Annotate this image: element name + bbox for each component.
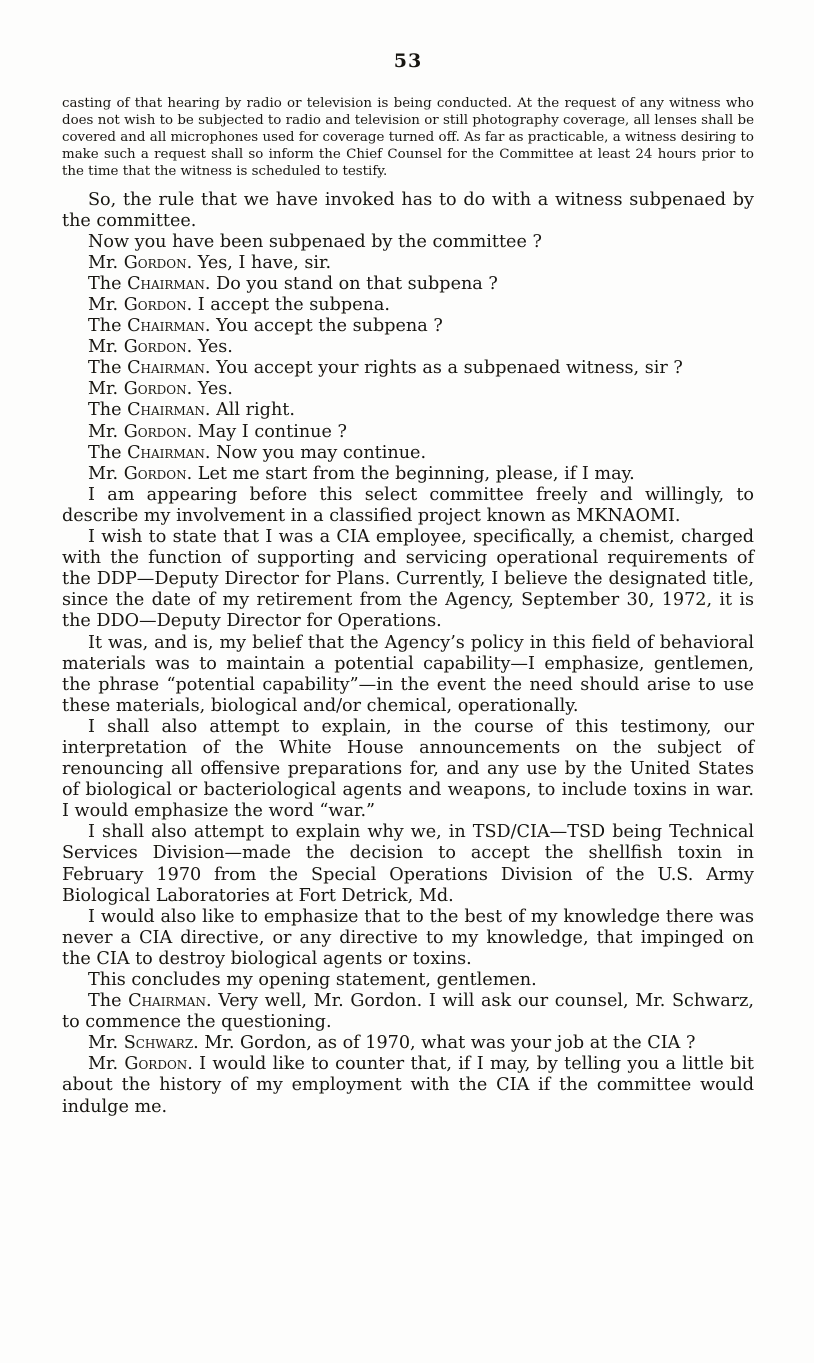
transcript-paragraph: The Chairman. You accept your rights as a subpenaed witness, sir ?: [88, 358, 683, 379]
transcript-paragraph: It was, and is, my belief that the Agency’s policy in this field of behavioral materials was to maintain a potential capability—I emphasize, gentlemen, the phrase “potential capability”—in the event the need should arise to use these materials, biological and/or chemical, operationally.: [62, 632, 754, 716]
transcript-paragraph: Mr. Gordon. I would like to counter that, if I may, by telling you a little bit about the history of my employment with the CIA if the committee would indulge me.: [62, 1054, 754, 1117]
transcript-paragraph: Mr. Gordon. Yes.: [88, 337, 233, 358]
speaker-name: Mr. Schwarz: [88, 1033, 194, 1054]
transcript-paragraph: So, the rule that we have invoked has to do with a witness subpenaed by the committee.: [62, 189, 754, 231]
speaker-name: The Chairman: [88, 316, 205, 337]
transcript-paragraph: Mr. Gordon. Let me start from the beginning, please, if I may.: [88, 463, 635, 484]
transcript-paragraph: I shall also attempt to explain, in the course of this testimony, our interpretation of the White House announcements on the subject of renouncing all offensive preparations for, and any use by the United States of biological or bacteriological agents and weapons, to include toxins in war. I would emphasize the word “war.”: [62, 716, 754, 822]
speaker-name: Mr. Gordon: [88, 463, 187, 484]
transcript-paragraph: Mr. Schwarz. Mr. Gordon, as of 1970, what was your job at the CIA ?: [88, 1033, 696, 1054]
transcript-body: [62, 190, 754, 1118]
speaker-name: The Chairman: [88, 400, 205, 421]
page-number: 53: [393, 50, 423, 72]
transcript-paragraph: The Chairman. Very well, Mr. Gordon. I will ask our counsel, Mr. Schwarz, to commence the questioning.: [62, 991, 754, 1033]
rule-excerpt: casting of that hearing by radio or television is being conducted. At the request of any witness who does not wish to be subjected to radio and television or still photography coverage, all lenses shall be covered and all microphones used for coverage turned off. As far as practicable, a witness desiring to make such a request shall so inform the Chief Counsel for the Committee at least 24 hours prior to the time that the witness is scheduled to testify.: [62, 96, 754, 179]
transcript-paragraph: I wish to state that I was a CIA employee, specifically, a chemist, charged with the function of supporting and servicing operational requirements of the DDP—Deputy Director for Plans. Currently, I believe the designated title, since the date of my retirement from the Agency, September 30, 1972, it is the DDO—Deputy Director for Operations.: [62, 527, 754, 632]
speaker-name: Mr. Gordon: [88, 295, 187, 315]
transcript-paragraph: The Chairman. You accept the subpena ?: [88, 316, 443, 337]
transcript-paragraph: I would also like to emphasize that to the best of my knowledge there was never a CIA directive, or any directive to my knowledge, that impinged on the CIA to destroy biological agents or toxins.: [62, 906, 754, 969]
speaker-name: Mr. Gordon: [88, 252, 187, 273]
transcript-paragraph: This concludes my opening statement, gentlemen.: [88, 970, 537, 990]
speaker-name: The Chairman: [88, 991, 206, 1012]
transcript-paragraph: The Chairman. Now you may continue.: [88, 442, 427, 463]
speaker-name: Mr. Gordon: [88, 1054, 188, 1075]
speaker-name: Mr. Gordon: [88, 337, 187, 358]
speaker-name: Mr. Gordon: [88, 379, 187, 400]
speaker-name: Mr. Gordon: [88, 421, 187, 442]
transcript-paragraph: Mr. Gordon. Yes, I have, sir.: [88, 252, 332, 273]
speaker-name: The Chairman: [88, 273, 205, 294]
transcript-paragraph: Mr. Gordon. I accept the subpena.: [88, 295, 390, 315]
speaker-name: The Chairman: [88, 358, 205, 379]
transcript-paragraph: The Chairman. Do you stand on that subpena ?: [88, 273, 498, 294]
transcript-paragraph: The Chairman. All right.: [88, 400, 295, 421]
transcript-paragraph: Now you have been subpenaed by the committee ?: [88, 231, 542, 252]
transcript-paragraph: I shall also attempt to explain why we, in TSD/CIA—TSD being Technical Services Division—made the decision to accept the shellfish toxin in February 1970 from the Special Operations Division of the U.S. Army Biological Laboratories at Fort Detrick, Md.: [62, 822, 754, 906]
transcript-paragraph: Mr. Gordon. May I continue ?: [88, 421, 347, 442]
transcript-paragraph: I am appearing before this select committee freely and willingly, to describe my involvement in a classified project known as MKNAOMI.: [62, 484, 754, 526]
speaker-name: The Chairman: [88, 442, 205, 463]
transcript-paragraph: Mr. Gordon. Yes.: [88, 379, 233, 400]
